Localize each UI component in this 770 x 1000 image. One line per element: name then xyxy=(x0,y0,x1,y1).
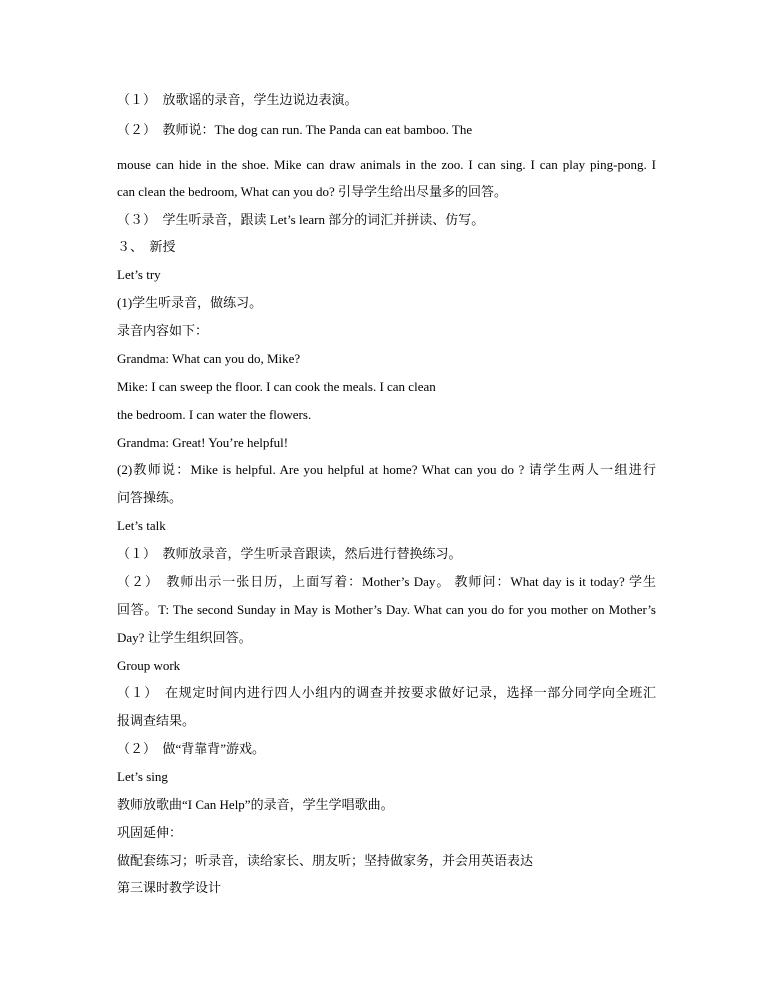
section-heading: Let’s sing xyxy=(117,769,168,784)
section-heading: Let’s try xyxy=(117,267,161,282)
paragraph-line: 教师放歌曲“I Can Help”的录音，学生学唱歌曲。 xyxy=(117,797,394,812)
paragraph-line: Grandma: What can you do, Mike? xyxy=(117,351,301,366)
paragraph-line: （２） 教师说：The dog can run. The Panda can eat bamboo. The xyxy=(117,122,473,137)
paragraph-line: （３） 学生听录音，跟读 Let’s learn 部分的词汇并拼读、仿写。 xyxy=(117,212,485,227)
paragraph-line: the bedroom. I can water the flowers. xyxy=(117,407,312,422)
section-heading: Group work xyxy=(117,658,181,673)
paragraph-line: mouse can hide in the shoe. Mike can draw animals in the zoo. I can sing. I can play ping-pong. I xyxy=(117,157,656,172)
section-heading: Let’s talk xyxy=(117,518,166,533)
paragraph-line: 问答操练。 xyxy=(117,490,183,505)
paragraph-line: 做配套练习；听录音，读给家长、朋友听；坚持做家务，并会用英语表达 xyxy=(117,853,534,868)
paragraph-line: Mike: I can sweep the floor. I can cook the meals. I can clean xyxy=(117,379,436,394)
paragraph-line: （１） 放歌谣的录音，学生边说边表演。 xyxy=(117,92,358,107)
section-heading: 第三课时教学设计 xyxy=(117,880,222,895)
paragraph-line: 录音内容如下： xyxy=(117,323,209,338)
paragraph-line: 回答。T: The second Sunday in May is Mother’s Day. What can you do for you mother on Mother’s xyxy=(117,602,656,617)
paragraph-line: Day? 让学生组织回答。 xyxy=(117,630,252,645)
paragraph-line: （２） 做“背靠背”游戏。 xyxy=(117,741,266,756)
paragraph-line: （２） 教师出示一张日历，上面写着：Mother’s Day。 教师问：What day is it today? 学生 xyxy=(117,574,656,589)
section-heading: 巩固延伸： xyxy=(117,825,183,840)
paragraph-line: （１） 教师放录音，学生听录音跟读，然后进行替换练习。 xyxy=(117,546,462,561)
paragraph-line: Grandma: Great! You’re helpful! xyxy=(117,435,289,450)
paragraph-line: (1)学生听录音，做练习。 xyxy=(117,295,263,310)
paragraph-line: 报调查结果。 xyxy=(117,713,196,728)
paragraph-line: (2)教师说：Mike is helpful. Are you helpful at home? What can you do ? 请学生两人一组进行 xyxy=(117,462,656,477)
paragraph-line: can clean the bedroom, What can you do? 引导学生给出尽量多的回答。 xyxy=(117,184,508,199)
paragraph-line: （１） 在规定时间内进行四人小组内的调查并按要求做好记录，选择一部分同学向全班汇 xyxy=(117,685,656,700)
section-heading: ３、 新授 xyxy=(117,239,176,254)
